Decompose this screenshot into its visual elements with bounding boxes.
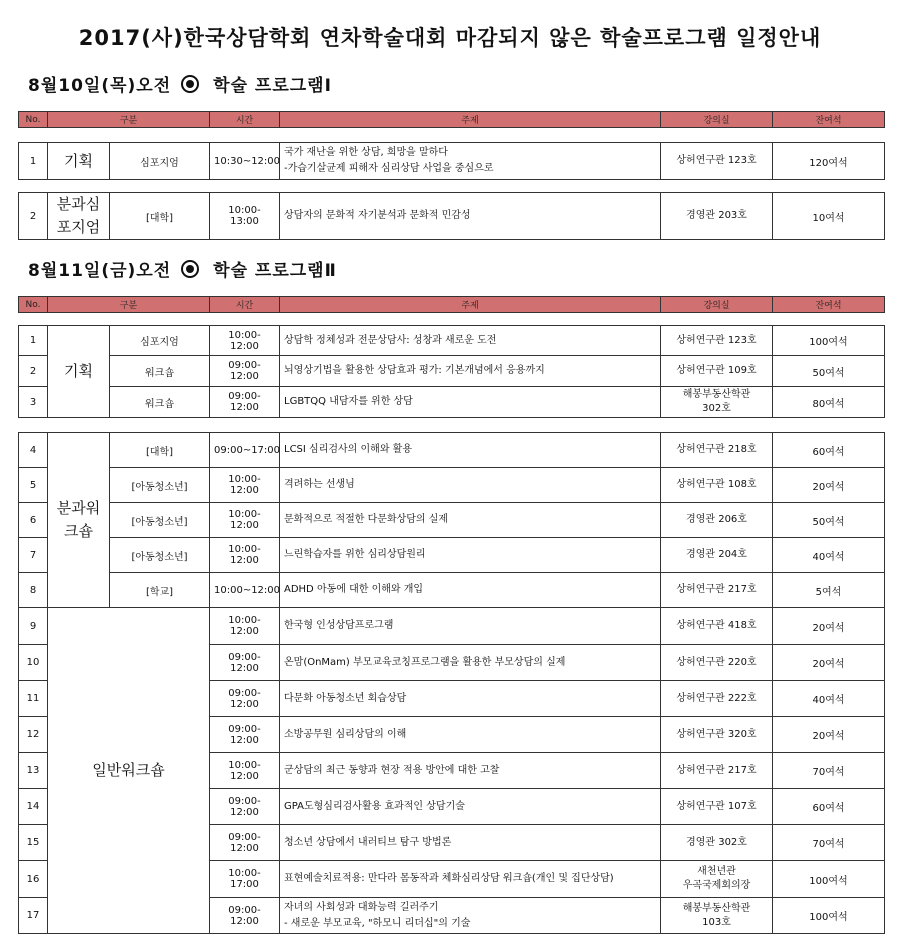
row-no: 16 [19, 861, 48, 898]
section-label: 학술 프로그램Ⅱ [213, 261, 337, 281]
row-subcategory: 심포지엄 [110, 326, 210, 356]
row-category: 기획 [48, 143, 110, 180]
row-no: 14 [19, 789, 48, 825]
row-room: 상허연구관 217호 [661, 753, 773, 789]
row-seats: 20여석 [773, 645, 885, 681]
row-room: 경영관 206호 [661, 503, 773, 538]
row-seats: 5여석 [773, 573, 885, 608]
row-subject: 느린학습자를 위한 심리상담원리 [280, 538, 661, 573]
col-header-seats: 잔여석 [773, 112, 885, 128]
row-time: 10:30~12:00 [210, 143, 280, 180]
row-seats: 40여석 [773, 681, 885, 717]
row-subject: LGBTQQ 내담자를 위한 상담 [280, 387, 661, 418]
section-date: 8월11일(금)오전 [28, 261, 172, 281]
row-subject: 소방공무원 심리상담의 이해 [280, 717, 661, 753]
col-header-no: No. [19, 297, 48, 313]
row-time: 10:00-12:00 [210, 468, 280, 503]
col-header-room: 강의실 [661, 297, 773, 313]
day1-table-planned [18, 142, 885, 180]
row-seats: 20여석 [773, 717, 885, 753]
bullet-circle-icon [181, 260, 199, 278]
day2-table-planned [18, 325, 885, 418]
table-row [19, 608, 885, 645]
row-seats: 100여석 [773, 326, 885, 356]
group-category: 기획 [48, 326, 110, 418]
col-header-time: 시간 [210, 297, 280, 313]
row-no: 17 [19, 898, 48, 934]
row-no: 4 [19, 433, 48, 468]
row-seats: 80여석 [773, 387, 885, 418]
col-header-subject: 주제 [280, 112, 661, 128]
row-room: 상허연구관 109호 [661, 356, 773, 387]
row-room: 상허연구관 123호 [661, 326, 773, 356]
page-title: 2017(사)한국상담학회 연차학술대회 마감되지 않은 학술프로그램 일정안내 [78, 26, 822, 50]
row-no: 5 [19, 468, 48, 503]
row-subject: GPA도형심리검사활용 효과적인 상담기술 [280, 789, 661, 825]
row-time: 10:00-12:00 [210, 608, 280, 645]
row-time: 09:00-12:00 [210, 645, 280, 681]
row-subject: 격려하는 선생님 [280, 468, 661, 503]
row-no: 2 [19, 193, 48, 240]
row-subject: 뇌영상기법을 활용한 상담효과 평가: 기본개념에서 응용까지 [280, 356, 661, 387]
row-room: 경영관 203호 [661, 193, 773, 240]
row-subject: 온맘(OnMam) 부모교육코칭프로그램을 활용한 부모상담의 실제 [280, 645, 661, 681]
row-time: 10:00-12:00 [210, 753, 280, 789]
row-time: 09:00-12:00 [210, 789, 280, 825]
row-room: 해봉부동산학관 302호 [661, 387, 773, 418]
group-category: 분과워크숍 [48, 433, 110, 608]
table-row [19, 503, 885, 538]
col-header-seats: 잔여석 [773, 297, 885, 313]
day2-table-division-general [18, 432, 885, 934]
row-subject: 표현예술치료적용: 만다라 몸동작과 체화심리상담 워크숍(개인 및 집단상담) [280, 861, 661, 898]
row-seats: 20여석 [773, 608, 885, 645]
row-seats: 50여석 [773, 503, 885, 538]
row-subcategory: 심포지엄 [110, 143, 210, 180]
row-no: 12 [19, 717, 48, 753]
row-subject: 자녀의 사회성과 대화능력 길러주기 - 새로운 부모교육, "하모니 리더십"의 기술 [280, 898, 661, 934]
row-time: 10:00-17:00 [210, 861, 280, 898]
row-room: 상허연구관 123호 [661, 143, 773, 180]
row-time: 09:00-12:00 [210, 681, 280, 717]
row-seats: 50여석 [773, 356, 885, 387]
table-row [19, 433, 885, 468]
row-time: 09:00-12:00 [210, 717, 280, 753]
col-header-no: No. [19, 112, 48, 128]
row-subcategory: [학교] [110, 573, 210, 608]
row-seats: 100여석 [773, 898, 885, 934]
row-room: 상허연구관 222호 [661, 681, 773, 717]
row-room: 경영관 302호 [661, 825, 773, 861]
row-subject: 상담자의 문화적 자기분석과 문화적 민감성 [280, 193, 661, 240]
bullet-circle-icon [181, 75, 199, 93]
table-row [19, 387, 885, 418]
row-room: 새천년관 우곡국제회의장 [661, 861, 773, 898]
row-time: 09:00-12:00 [210, 356, 280, 387]
row-subject: 상담학 정체성과 전문상담사: 성창과 새로운 도전 [280, 326, 661, 356]
row-subcategory: [아동청소년] [110, 538, 210, 573]
row-seats: 10여석 [773, 193, 885, 240]
col-header-time: 시간 [210, 112, 280, 128]
section-date: 8월10일(목)오전 [28, 76, 172, 96]
row-subject: 문화적으로 적절한 다문화상담의 실제 [280, 503, 661, 538]
section-label: 학술 프로그램Ⅰ [213, 76, 332, 96]
row-time: 10:00-13:00 [210, 193, 280, 240]
row-no: 10 [19, 645, 48, 681]
row-subject: 한국형 인성상담프로그램 [280, 608, 661, 645]
row-time: 10:00-12:00 [210, 326, 280, 356]
row-subcategory: [아동청소년] [110, 503, 210, 538]
row-no: 2 [19, 356, 48, 387]
row-subcategory: 워크숍 [110, 356, 210, 387]
row-subject: 국가 재난을 위한 상담, 희망을 말하다 -가습기살균제 피해자 심리상담 사업을 중심으로 [280, 143, 661, 180]
group-category: 일반워크숍 [48, 608, 210, 934]
table-header-day1 [18, 111, 885, 128]
row-time: 10:00-12:00 [210, 503, 280, 538]
row-seats: 120여석 [773, 143, 885, 180]
table-header-day2 [18, 296, 885, 313]
col-header-room: 강의실 [661, 112, 773, 128]
row-no: 7 [19, 538, 48, 573]
row-no: 3 [19, 387, 48, 418]
row-time: 09:00-12:00 [210, 825, 280, 861]
table-row [19, 326, 885, 356]
row-time: 10:00-12:00 [210, 538, 280, 573]
row-no: 8 [19, 573, 48, 608]
row-room: 상허연구관 418호 [661, 608, 773, 645]
row-category: 분과심포지엄 [48, 193, 110, 240]
row-subject: 군상담의 최근 동향과 현장 적용 방안에 대한 고찰 [280, 753, 661, 789]
row-room: 해봉부동산학관 103호 [661, 898, 773, 934]
row-no: 1 [19, 143, 48, 180]
row-no: 6 [19, 503, 48, 538]
row-no: 1 [19, 326, 48, 356]
table-row [19, 356, 885, 387]
row-seats: 100여석 [773, 861, 885, 898]
row-seats: 20여석 [773, 468, 885, 503]
row-room: 상허연구관 218호 [661, 433, 773, 468]
row-room: 상허연구관 220호 [661, 645, 773, 681]
row-room: 상허연구관 108호 [661, 468, 773, 503]
col-header-category: 구분 [48, 297, 210, 313]
row-time: 09:00-12:00 [210, 898, 280, 934]
table-row [19, 573, 885, 608]
row-time: 09:00~17:00 [210, 433, 280, 468]
row-no: 15 [19, 825, 48, 861]
row-subcategory: [대학] [110, 433, 210, 468]
table-row [19, 538, 885, 573]
row-subcategory: [아동청소년] [110, 468, 210, 503]
table-row [19, 468, 885, 503]
row-room: 상허연구관 320호 [661, 717, 773, 753]
col-header-subject: 주제 [280, 297, 661, 313]
row-no: 13 [19, 753, 48, 789]
row-subject: 청소년 상담에서 내러티브 탐구 방법론 [280, 825, 661, 861]
day1-table-division [18, 192, 885, 240]
row-seats: 60여석 [773, 433, 885, 468]
table-row [19, 193, 885, 240]
row-subject: 다문화 아동청소년 회습상담 [280, 681, 661, 717]
row-time: 09:00-12:00 [210, 387, 280, 418]
row-seats: 70여석 [773, 753, 885, 789]
row-subject: ADHD 아동에 대한 이해와 개입 [280, 573, 661, 608]
row-no: 9 [19, 608, 48, 645]
table-row [19, 143, 885, 180]
row-room: 경영관 204호 [661, 538, 773, 573]
row-subject: LCSI 심리검사의 이해와 활용 [280, 433, 661, 468]
col-header-category: 구분 [48, 112, 210, 128]
row-room: 상허연구관 107호 [661, 789, 773, 825]
row-subcategory: 워크숍 [110, 387, 210, 418]
row-seats: 60여석 [773, 789, 885, 825]
row-no: 11 [19, 681, 48, 717]
row-seats: 40여석 [773, 538, 885, 573]
row-room: 상허연구관 217호 [661, 573, 773, 608]
section-heading-day2 [28, 256, 337, 281]
row-time: 10:00~12:00 [210, 573, 280, 608]
section-heading-day1 [28, 71, 332, 96]
row-subcategory: [대학] [110, 193, 210, 240]
row-seats: 70여석 [773, 825, 885, 861]
